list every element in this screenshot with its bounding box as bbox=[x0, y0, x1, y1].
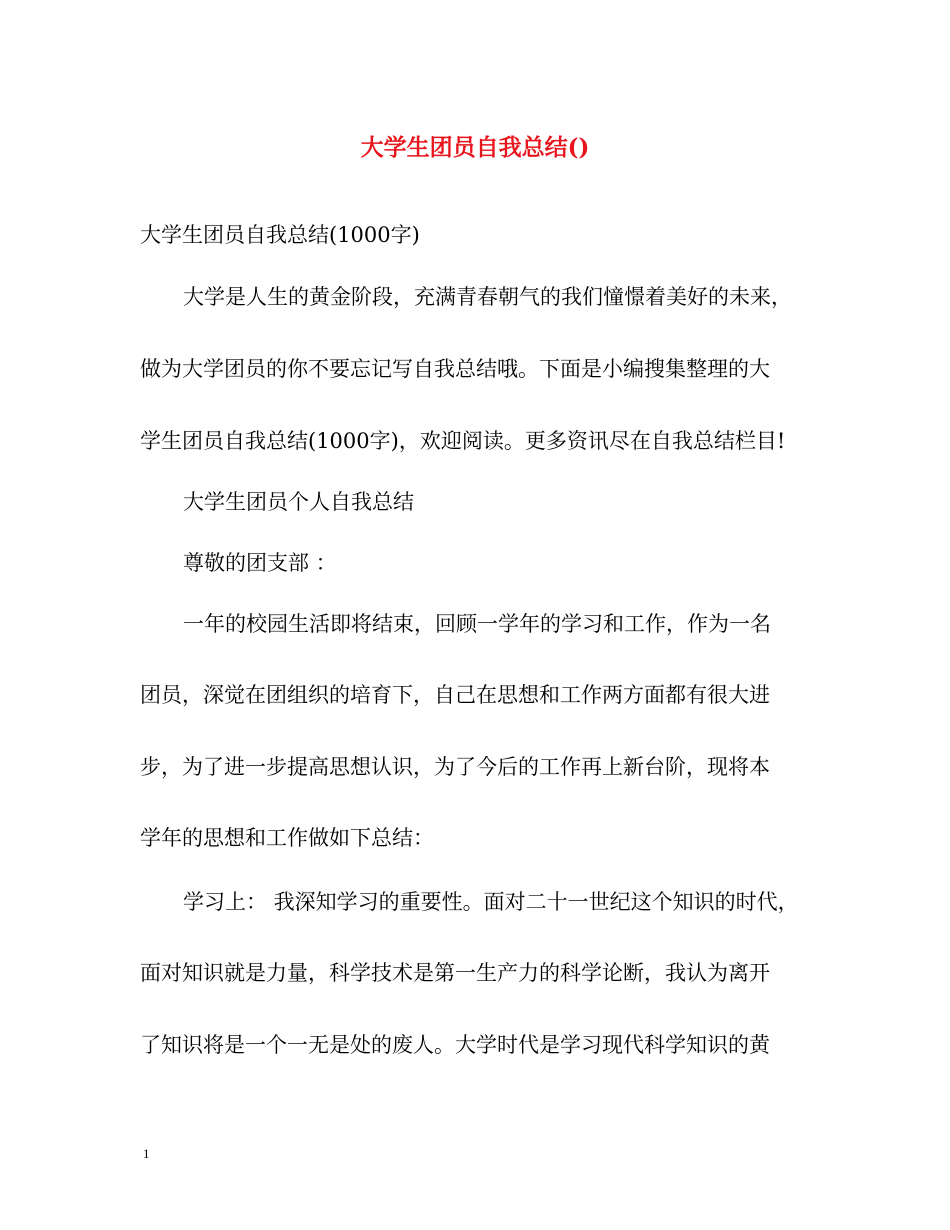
paragraph-line: 一年的校园生活即将结束，回顾一学年的学习和工作，作为一名 bbox=[183, 612, 771, 636]
paragraph-line: 学生团员自我总结(1000字)，欢迎阅读。更多资讯尽在自我总结栏目! bbox=[140, 429, 786, 453]
paragraph-line: 学习上： 我深知学习的重要性。面对二十一世纪这个知识的时代， bbox=[183, 890, 799, 914]
page-number: 1 bbox=[143, 1146, 150, 1161]
paragraph-line: 团员，深觉在团组织的培育下，自己在思想和工作两方面都有很大进 bbox=[140, 683, 770, 707]
paragraph-line: 学年的思想和工作做如下总结： bbox=[140, 826, 434, 850]
document-title: 大学生团员自我总结() bbox=[360, 134, 590, 161]
salutation-line: 尊敬的团支部 ： bbox=[183, 551, 337, 575]
paragraph-line: 步，为了进一步提高思想认识，为了今后的工作再上新台阶，现将本 bbox=[140, 755, 770, 779]
paragraph-line: 大学是人生的黄金阶段，充满青春朝气的我们憧憬着美好的未来， bbox=[183, 285, 792, 309]
subtitle-line: 大学生团员自我总结(1000字) bbox=[140, 223, 420, 247]
section-heading: 大学生团员个人自我总结 bbox=[183, 490, 414, 514]
paragraph-line: 面对知识就是力量，科学技术是第一生产力的科学论断，我认为离开 bbox=[140, 961, 770, 985]
paragraph-line: 了知识将是一个一无是处的废人。大学时代是学习现代科学知识的黄 bbox=[140, 1033, 770, 1057]
paragraph-line: 做为大学团员的你不要忘记写自我总结哦。下面是小编搜集整理的大 bbox=[140, 357, 770, 381]
